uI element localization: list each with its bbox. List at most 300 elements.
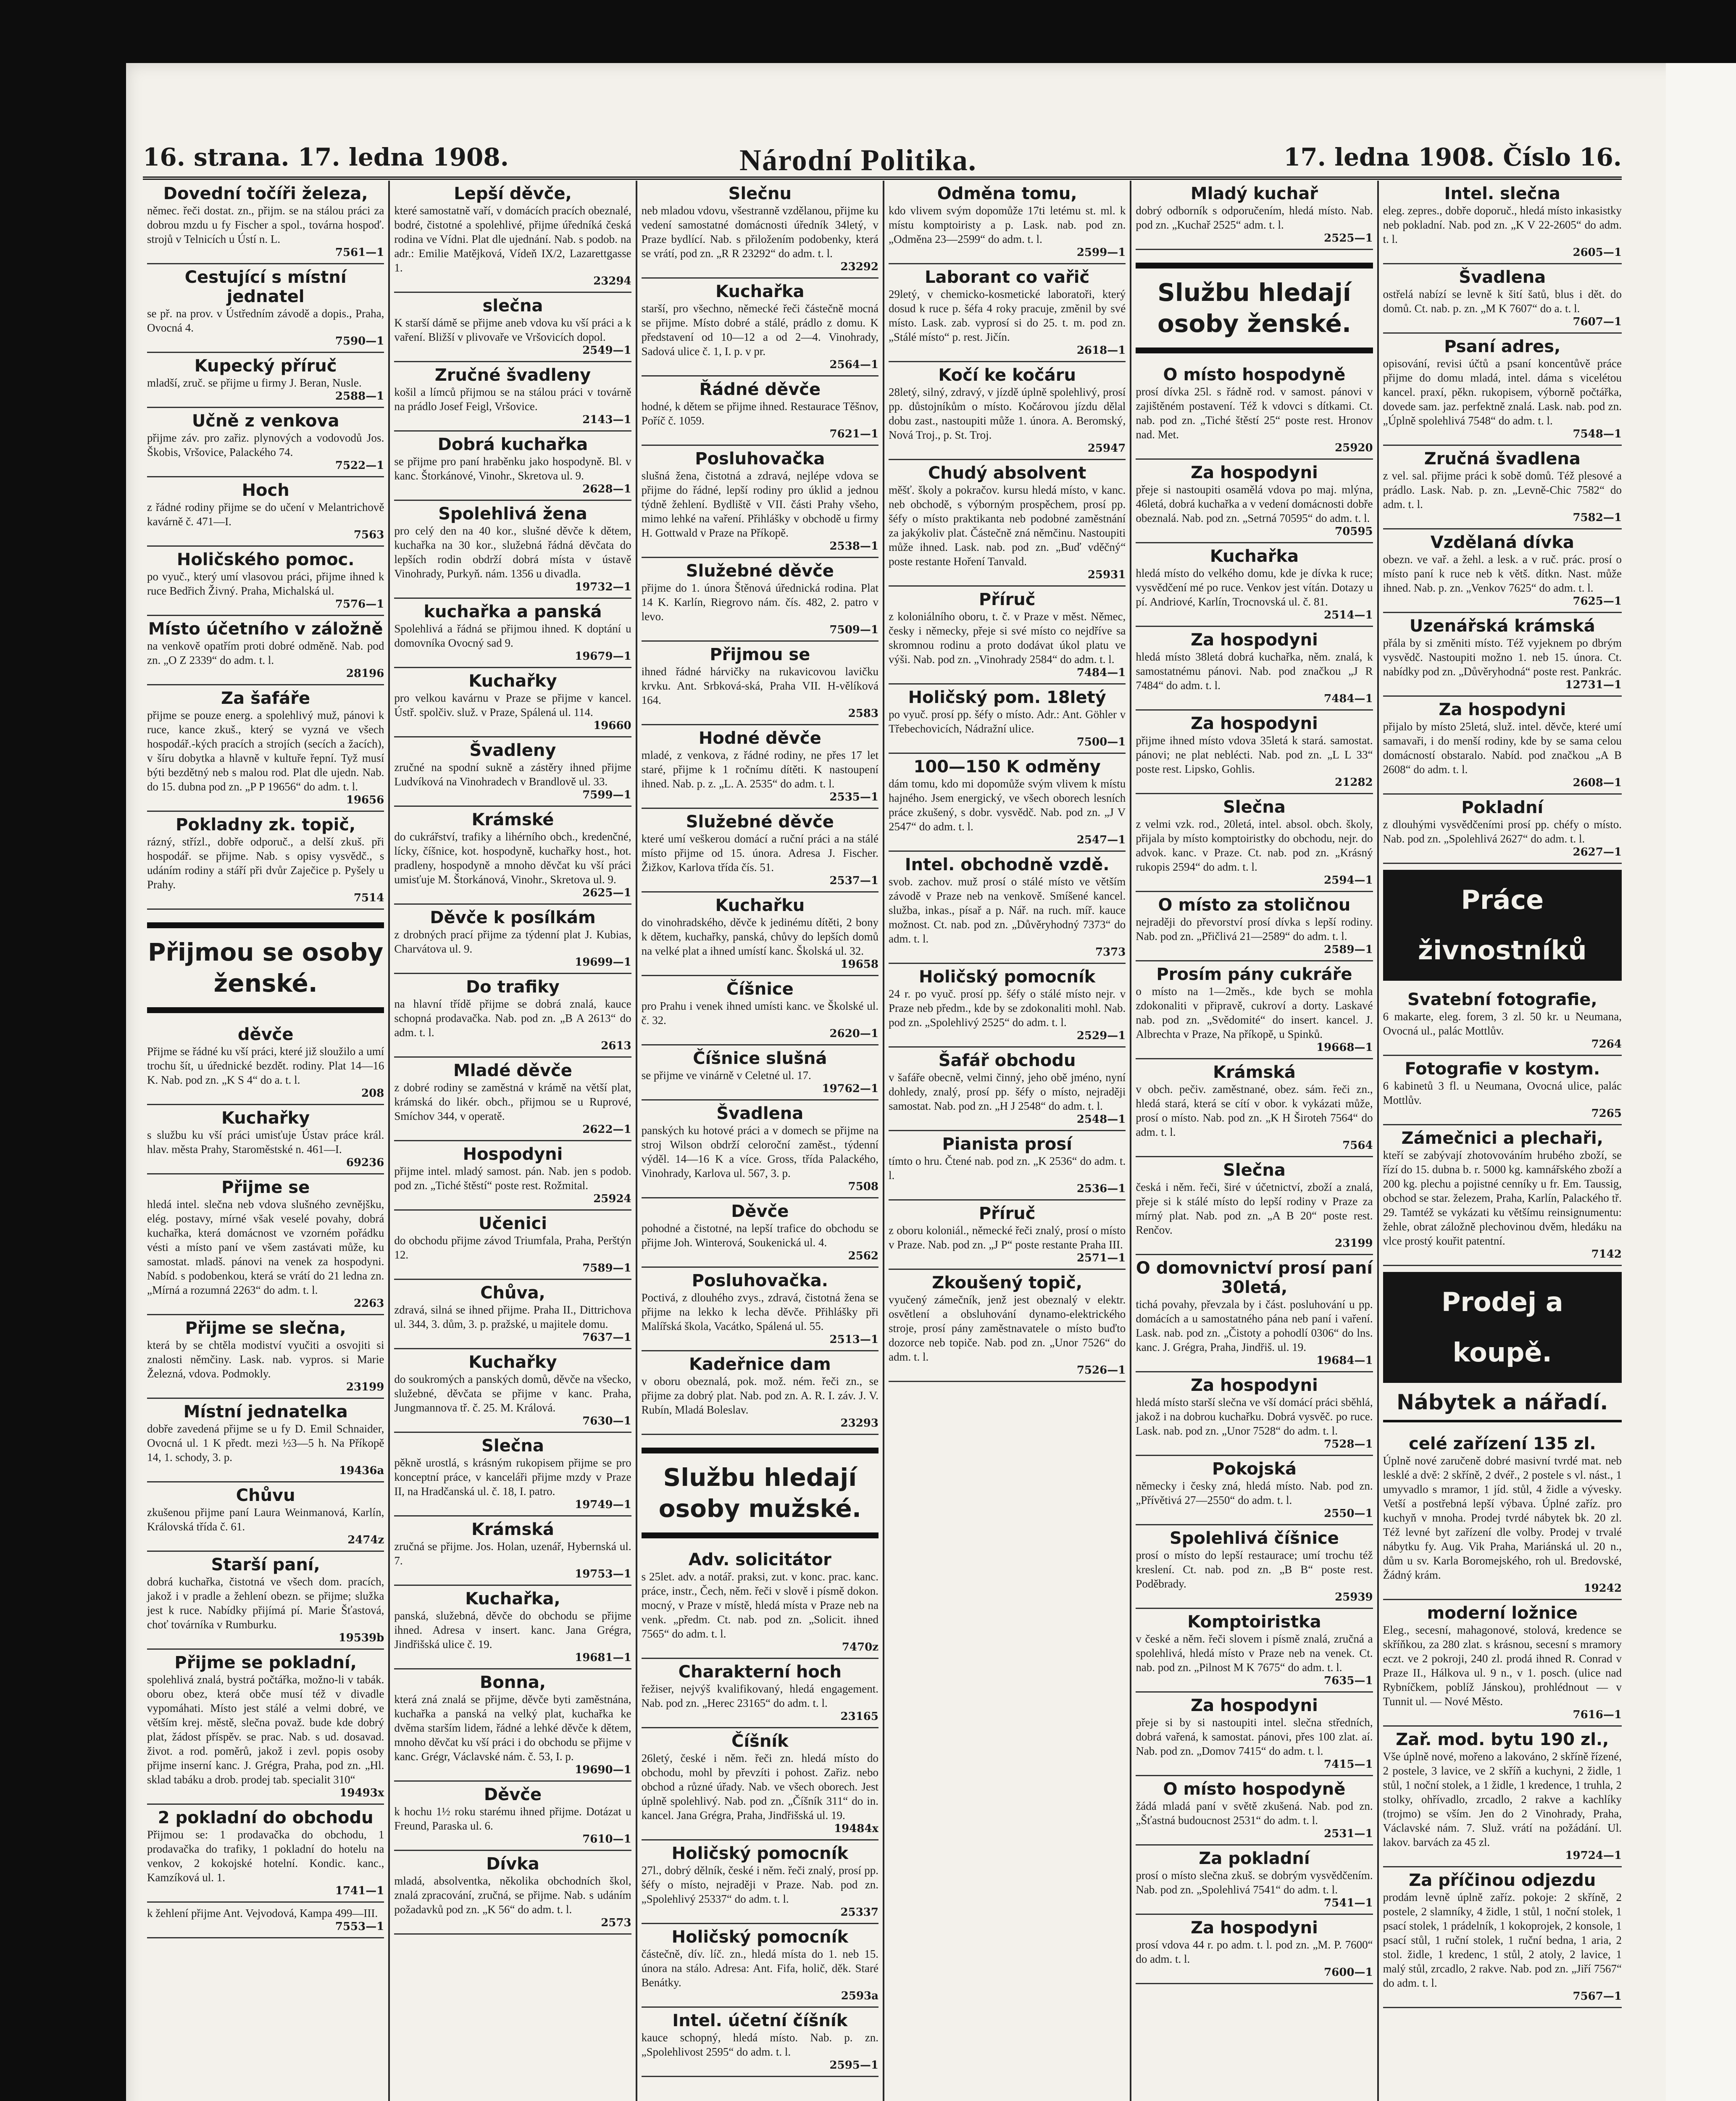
ad-reference-number: 25924	[593, 1193, 631, 1205]
ad-reference-number: 2595—1	[829, 2059, 879, 2072]
classified-ad	[394, 599, 631, 668]
ad-text: přeje si by si nastoupiti intel. slečna středních, dobrá vařená, k samostat. pánovi, přes 100 zlat. aí. Nab. pod zn. „Domov 7415“ do adm. t. l.	[1136, 1716, 1373, 1757]
ad-text: přijme do 1. února Štěnová úřednická rodina. Plat 14 K. Karlín, Riegrovo nám. čís. 482, 2. patro v levo.	[641, 582, 879, 623]
classified-ad	[394, 1517, 631, 1586]
ad-text: částečně, dív. líč. zn., hledá místa do 1. neb 15. února na stálo. Adresa: Ant. Fifa, holič, děk. Staré Benátky.	[641, 1948, 879, 1989]
ad-text: o místo na 1—2měs., kde bych se mohla zdokonaliti v připravě, cukroví a dorty. Laskavé nab. pod zn. „Svědomité“ do insert. kancel. J. Albrechta v Praze, Na příkopě, u Spinků.	[1136, 985, 1373, 1040]
ad-text: hledá místo 38letá dobrá kuchařka, něm. znalá, k samostatnému pánovi. Nab. pod značkou „J R 7484“ do adm. t. l.	[1136, 650, 1373, 692]
classified-ad	[642, 893, 879, 976]
ad-reference-number: 7553—1	[335, 1920, 384, 1933]
ad-text: hledá intel. slečna neb vdova slušného zevnějšku, elég. postavy, mírné však veselé povahy, dobrá kuchařka, která domácnost ve vzorném pořádku vésti a místo paní ve všem zastávati může, ku samostat. mladš. pánovi na venek za hospodyni. Nabíd. s podobenkou, která se vrátí do 21 ledna zn. „Mírná a rozumná 2263“ do adm. t. l.	[147, 1198, 384, 1296]
ad-text: Úplně nové zaručeně dobré masivní tvrdé mat. neb lesklé a dvě: 2 skříně, 2 dvéř., 2 postele s vl. nást., 1 umyvadlo s mramor, 1 jíd. stůl, 4 židle a vývesky. Vetší a postřebná lepší výbava. Úplné zaříz. pro kuchyň v mnoha. Prodej tvrdé nábytek bk. 20 zl. Též levné byt zařízení dle volby. Prodej v trvalé nábytku fy. Aug. Vik Praha, Mariánská ul. 20 n., dům u sv. Karla Boromejského, roh ul. Bredovské, Žádný krám.	[1383, 1454, 1622, 1581]
ad-reference-number: 21282	[1335, 776, 1373, 789]
classified-ad	[1136, 1059, 1373, 1157]
ad-text: z řádné rodiny přijme se do učení v Melantrichově kavárně č. 471—I.	[147, 501, 384, 528]
ad-reference-number: 2263	[353, 1297, 384, 1310]
ad-reference-number: 23199	[1335, 1237, 1373, 1250]
classified-ad	[1383, 1125, 1622, 1266]
ad-reference-number: 2625—1	[582, 887, 631, 899]
classified-ad	[889, 1201, 1126, 1270]
classified-ad	[1136, 1846, 1373, 1915]
classified-ad	[394, 362, 631, 432]
section-banner: Prodej a koupě.	[1386, 1274, 1619, 1380]
newspaper-title: Národní Politika.	[739, 143, 977, 177]
classified-ad	[642, 976, 879, 1045]
ad-text: na venkově opatřím proti dobré odměně. Nab. pod zn. „O Z 2339“ do adm. t. l.	[147, 640, 384, 666]
classified-ad	[394, 501, 631, 599]
ad-headline: Zkoušený topič,	[932, 1273, 1083, 1293]
ad-text: neb mladou vdovu, všestranně vzdělanou, přijme ku vedení samostatné domácnosti úředník 34letý, v Praze bydlící. Nab. s přiložením podobenky, která se vrátí, pod zn. „R R 23292“ do adm. t. l.	[641, 204, 879, 260]
ad-reference-number: 2608—1	[1573, 777, 1622, 789]
ad-headline: Posluhovačka	[695, 449, 825, 469]
classified-ad	[1136, 1255, 1373, 1372]
ad-text: tímto o hru. Čtené nab. pod zn. „K 2536“ do adm. t. l.	[888, 1155, 1126, 1182]
ad-text: pěkně urostlá, s krásným rukopisem přijme se pro konceptní práce, v kanceláři přijme mzdy v Praze II, na Hradčanská ul. č. 18, I. patro.	[394, 1456, 631, 1498]
ad-headline: O domovnictví prosí paní 30letá,	[1136, 1258, 1373, 1297]
ad-text: dám tomu, kdo mi dopomůže svým vlivem k místu hajného. Jsem energický, ve všech oborech lesních práce zkušený, s dobr. vysvědč. Nab. pod zn. „J V 2547“ do adm. t. l.	[888, 777, 1126, 833]
ad-headline: O místo za stoličnou	[1158, 895, 1351, 915]
ad-headline: Kuchařka	[1210, 547, 1299, 566]
ad-text: s službu ku vší práci umisťuje Ústav práce král. hlav. města Prahy, Staroměstské n. 461—I.	[147, 1129, 384, 1156]
ad-text: prodám levně úplně zaříz. pokoje: 2 skříně, 2 postele, 2 slamníky, 4 židle, 1 stůl, 1 noční stolek, 1 psací stolek, 1 prádelník, 1 kokoprojek, 2 konsole, 1 psací stůl, 1 ruční stolek, 1 ruční bedna, 1 aria, 2 stol. židle, 1 kredenc, 1 stůl, 2 atoly, 2 lavice, 1 malý stůl, zrcadlo, 2 rakve. Nab. pod zn. „Jiří 7567“ do adm. t. l.	[1383, 1891, 1622, 1989]
ad-text: v šafáře obecně, velmi činný, jeho obě jméno, nyní dohledy, znalý, prosí pp. šéfy o místo, nejraději samostat. Nab. pod zn. „H J 2548“ do adm. t. l.	[888, 1071, 1126, 1112]
ad-text: ihned řádné hárvičky na rukavicovou lavičku krvku. Ant. Srbková-ská, Praha VII. H-vělíková 164.	[641, 665, 879, 706]
classified-ad	[1136, 1609, 1373, 1693]
classified-ad	[1136, 460, 1373, 543]
ad-reference-number: 69236	[346, 1156, 384, 1169]
ad-headline: Za hospodyni	[1439, 700, 1566, 719]
ad-reference-number: 19660	[593, 719, 631, 732]
page-margin	[1666, 63, 1736, 2101]
ad-text: po vyuč. prosí pp. šéfy o místo. Adr.: Ant. Göhler v Třebechovicích, Nádražní ulice.	[888, 708, 1126, 735]
ad-headline: Přijme se pokladní,	[174, 1653, 357, 1672]
classified-ad	[1136, 1372, 1373, 1456]
classified-ad	[147, 547, 384, 616]
ad-headline: Šafář obchodu	[938, 1051, 1076, 1070]
ad-reference-number: 7610—1	[582, 1833, 631, 1846]
ad-headline: Děvče	[731, 1202, 789, 1221]
ad-text: prosí dívka 25l. s řádně rod. v samost. pánovi v zajištěném postavení. Též k vdovci s dítkami. Ct. nab. pod zn. „Tiché štěstí 25“ poste rest. Hronov nad. Met.	[1136, 385, 1373, 441]
classified-ad	[1136, 1157, 1373, 1255]
ad-text: z oboru koloniál., německé řeči znalý, prosí o místo v Praze. Nab. pod zn. „J P“ poste restante Praha III.	[888, 1224, 1126, 1251]
classified-ad	[394, 668, 631, 737]
ad-text: nejraději do převorství prosí dívka s lepší rodiny. Nab. pod zn. „Přičlivá 21—2589“ do adm. t. l.	[1136, 916, 1373, 943]
ad-reference-number: 7528—1	[1324, 1438, 1373, 1451]
classified-ad	[889, 1270, 1126, 1382]
classified-ad	[642, 1045, 879, 1101]
ad-text: měšť. školy a pokračov. kursu hledá místo, v kanc. neb obchodě, s výborným prospěchem, prosí pp. šéfy o místo praktikanta neb podobné zaměstnání za jakýkoliv plat. Částečně zná němčinu. Nastoupiti může ihned. Lask. nab. pod zn. „Buď vděčný“ poste restante Hoření Tanvald.	[888, 484, 1126, 568]
classified-ad	[147, 1174, 384, 1315]
classified-ad	[889, 460, 1126, 587]
ad-headline: Do trafiky	[466, 977, 560, 997]
column-5	[1131, 181, 1378, 2101]
ad-text: které samostatně vaří, v domácích pracích obeznalé, bodré, čistotné a spolehlivé, přijme úředníká česká rodina ve Vídni. Plat dle ujednání. Nab. s podob. na adr.: Emilie Matějková, Vídeň IX/2, Lazarettgasse 1.	[394, 204, 631, 274]
ad-text: do cukrářství, trafiky a lihérního obch., kredenčné, lícky, číšnice, kot. hospodyně, kuchařky host., hot. pradleny, hospodyně a mnoho děvčat ku vší práci umisťuje M. Štorkánová, Vinohr., Skretova ul. 9.	[394, 830, 631, 886]
ad-text: ostřelá nabízí se levně k šití šatů, blus i dět. do domů. Ct. nab. p. zn. „M K 7607“ do a. t. l.	[1383, 288, 1622, 315]
ad-headline: Charakterní hoch	[678, 1662, 842, 1682]
ad-headline: Slečna	[481, 1436, 544, 1456]
ad-text: se přijme pro paní hraběnku jako hospodyně. Bl. v kanc. Štorkánové, Vinohr., Skretova ul. 9.	[394, 455, 631, 482]
ad-reference-number: 2514—1	[1324, 609, 1373, 621]
classified-ad	[642, 446, 879, 558]
ad-headline: Zař. mod. bytu 190 zl.,	[1396, 1730, 1609, 1749]
ad-headline: Hospodyni	[463, 1145, 563, 1164]
ad-text: 29letý, v chemicko-kosmetické laboratoři, který dosud k ruce p. šéfa 4 roky pracuje, změnil by své místo. Lask. zab. vyprosí si do 25. t. m. pod zn. „Stálé místo“ p. rest. Jičín.	[888, 288, 1126, 343]
classified-ad	[889, 964, 1126, 1048]
ad-headline: Místo účetního v záložně	[148, 619, 383, 639]
ad-text: prosí o místo do lepší restaurace; umí trochu též kreslení. Ct. nab. pod zn. „B B“ poste rest. Poděbrady.	[1136, 1549, 1373, 1590]
ad-reference-number: 2474z	[347, 1534, 384, 1546]
ad-headline: Zručná švadlena	[1424, 449, 1581, 469]
ad-reference-number: 7635—1	[1324, 1674, 1373, 1687]
section-header: Přijmou se osoby ženské.	[147, 922, 384, 1013]
ad-headline: Za pokladní	[1199, 1849, 1310, 1868]
ad-reference-number: 23294	[593, 275, 631, 287]
classified-ad	[147, 1903, 384, 1938]
ad-reference-number: 2628—1	[582, 483, 631, 495]
ad-text: 6 kabinetů 3 fl. u Neumana, Ovocná ulice, palác Mottlův.	[1383, 1079, 1622, 1106]
ad-text: v obch. pečiv. zaměstnané, obez. sám. řeči zn., hledá stará, která se cítí v obor. k vykázati může, prosí o místo. Nab. pod zn. „K H Široteh 7564“ do adm. t. l.	[1136, 1083, 1373, 1138]
ad-headline: Učenici	[479, 1214, 547, 1233]
ad-text: pro Prahu i venek ihned umísti kanc. ve Školské ul. č. 32.	[641, 1000, 879, 1027]
ad-headline: celé zařízení 135 zl.	[1409, 1434, 1596, 1453]
ad-headline: O místo hospodyně	[1163, 1780, 1346, 1799]
ad-text: v oboru obeznalá, pok. mož. ném. řeči zn., se přijme za dobrý plat. Nab. pod zn. A. R. I. záv. J. V. Rubín, Mladá Boleslav.	[641, 1375, 879, 1416]
ad-headline: Mladý kuchař	[1190, 184, 1318, 203]
classified-ad	[1136, 711, 1373, 794]
ad-headline: Krámské	[471, 810, 554, 829]
column-2	[390, 181, 637, 2101]
classified-ad	[394, 293, 631, 362]
ad-headline: Dovední točíři železa,	[163, 184, 368, 203]
ad-text: z koloniálního oboru, t. č. v Praze v měst. Němec, česky i německy, přeje si své místo co nejdříve sa skromnou rodinu a proto dodávat úkol platu ve výši. Nab. pod zn. „Vinohrady 2584“ do adm. t. l.	[888, 610, 1126, 666]
ad-text: rázný, střízl., dobře odporuč., a delší zkuš. při hospodář. se přijme. Nab. s opisy vysvědč., s udáním rodiny a stáří při dvůr Zaječice p. Pyšely u Prahy.	[147, 835, 384, 891]
classified-ad	[394, 1433, 631, 1517]
classified-ad	[147, 1399, 384, 1482]
classified-ad	[394, 1669, 631, 1782]
ad-reference-number: 2143—1	[582, 413, 631, 426]
classified-ad	[1136, 181, 1373, 250]
ad-headline: Přijme se slečna,	[185, 1319, 346, 1338]
classified-ad	[889, 754, 1126, 852]
ad-text: spolehlivá znalá, bystrá počtářka, možno-li v tabák. oboru obez, která obče musí též v divadle vypomáhati. Místo jest stálé a velmi dobré, ve větším krej. městě, slečna považ. bude kde dobrý plat, žádost příspěv. se prac. Nab. s ud. dosavad. život. a rod. poměrů, jakož i zevl. popis osoby přijme inserní kanc. J. Grégra, Praha, pod zn. „Hl. sklad tabáku a drob. prodej tab. specialit 310“	[147, 1673, 384, 1786]
ad-headline: Služebné děvče	[686, 561, 834, 581]
ad-reference-number: 1741—1	[335, 1885, 384, 1897]
ad-text: mladé, z venkova, z řádné rodiny, ne přes 17 let staré, přijme k 1 ročnímu dítěti. K nastoupení ihned. Nab. p. z. „L. A. 2535“ do adm. t. l.	[641, 749, 879, 790]
ad-headline: Holičský pomocník	[671, 1927, 848, 1947]
ad-headline: Za hospodyni	[1191, 1918, 1318, 1938]
ad-text: hodné, k dětem se přijme ihned. Restaurace Těšnov, Poříč č. 1059.	[641, 400, 879, 427]
classified-ad	[1383, 795, 1622, 864]
ad-text: košil a límců přijmou se na stálou práci v továrně na prádlo Josef Feigl, Vršovice.	[394, 386, 631, 413]
classified-ad	[394, 181, 631, 293]
ad-text: pro celý den na 40 kor., slušné děvče k dětem, kuchařka na 30 kor., služebná řádná děvčata do lepších rodin obdrží dobrá místa v ústavě Vinohrady, Purkyň. nám. 1356 u divadla.	[394, 524, 631, 580]
ad-text: k žehlení přijme Ant. Vejvodová, Kampa 499—III.	[147, 1907, 378, 1919]
ad-reference-number: 7599—1	[582, 789, 631, 801]
ad-headline: Učně z venkova	[192, 411, 339, 431]
ad-headline: Švadlena	[1459, 268, 1546, 287]
ad-text: hledá místo do velkého domu, kde je dívka k ruce; vysvědčení mé po ruce. Venkov jest vítán. Dotazy u pí. Andriové, Karlín, Trocnovská ul. č. 81.	[1136, 567, 1373, 608]
ad-headline: Zručné švadleny	[434, 366, 591, 385]
classified-ad	[889, 362, 1126, 460]
classified-ad	[1383, 1727, 1622, 1867]
ad-headline: Spolehlivá žena	[438, 504, 587, 524]
ad-text: pro velkou kavárnu v Praze se přijme v kancel. Ústř. spolčiv. služ. v Praze, Spálená ul. 114.	[394, 692, 631, 719]
column-3	[637, 181, 884, 2101]
ad-text: prosí vdova 44 r. po adm. t. l. pod zn. „M. P. 7600“ do adm. t. l.	[1136, 1938, 1373, 1965]
ad-text: 26letý, české i něm. řeči zn. hledá místo do obchodu, mohl by převzíti i pohost. Zařiz. nebo obchod a různé úřady. Nab. ve všech oborech. Jest úplně spolehlivý. Nab. pod zn. „Číšník 311“ do in. kancel. Jana Grégra, Praha, Jindřišská ul. 19.	[641, 1752, 879, 1822]
ad-reference-number: 2594—1	[1324, 874, 1373, 887]
classified-ad	[1136, 961, 1373, 1059]
classified-ad	[642, 1840, 879, 1924]
ad-headline: Příruč	[978, 590, 1036, 609]
classified-ad	[1136, 1776, 1373, 1846]
classified-ad	[394, 1141, 631, 1211]
ad-text: k hochu 1½ roku starému ihned přijme. Dotázat u Freund, Paraska ul. 6.	[394, 1805, 631, 1832]
ad-headline: Adv. solicitátor	[688, 1550, 831, 1569]
ad-headline: 100—150 K odměny	[913, 757, 1101, 777]
ad-headline: Kuchařku	[715, 896, 805, 915]
column-4	[884, 181, 1131, 2101]
ad-text: přijalo by místo 25letá, služ. intel. děvče, které umí samavaři, i do menší rodiny, kde by se sama celou domácností obstaralo. Nabíd. pod značkou „A B 2608“ do adm. t. l.	[1383, 720, 1622, 776]
ad-headline: Za hospodyni	[1191, 714, 1318, 733]
ad-reference-number: 19656	[346, 794, 384, 806]
classified-ad	[1383, 334, 1622, 446]
ad-headline: Holičský pomocník	[671, 1844, 848, 1863]
classified-ad	[394, 737, 631, 807]
ad-reference-number: 19724—1	[1565, 1849, 1622, 1862]
ad-headline: Krámská	[471, 1520, 554, 1539]
classified-ad	[889, 1131, 1126, 1201]
issue-date-number: 17. ledna 1908. Číslo 16.	[1283, 143, 1622, 171]
classified-ad	[1136, 892, 1373, 961]
ad-text: dobrá kuchařka, čistotná ve všech dom. pracích, jakož i v pradle a žehlení obezn. se přijme; služka jest k ruce. Nabídky přijímá pí. Marie Šťastová, choť továrníka v Rumburku.	[147, 1575, 384, 1631]
ad-reference-number: 19749—1	[575, 1498, 631, 1511]
classified-ad	[1136, 543, 1373, 627]
classified-ad	[642, 1198, 879, 1268]
ad-headline: Fotografie v kostym.	[1405, 1059, 1600, 1079]
ad-reference-number: 19668—1	[1316, 1041, 1373, 1054]
ad-headline: děvče	[237, 1025, 294, 1044]
ad-text: řežiser, nejvýš kvalifikovaný, hledá engagement. Nab. pod zn. „Herec 23165“ do adm. t. l.	[641, 1682, 879, 1709]
ad-headline: Hoch	[242, 481, 289, 500]
ad-text: eleg. zepres., dobře doporuč., hledá místo inkasistky neb pokladní. Nab. pod zn. „K V 22-2605“ do adm. t. l.	[1383, 204, 1622, 245]
ad-reference-number: 7607—1	[1573, 316, 1622, 328]
ad-reference-number: 7564	[1342, 1139, 1373, 1152]
ad-reference-number: 2547—1	[1076, 834, 1126, 846]
ad-headline: Místní jednatelka	[183, 1402, 348, 1422]
ad-headline: Švadleny	[469, 741, 556, 760]
ad-headline: Kuchařky	[468, 1353, 557, 1372]
classified-ad	[1383, 613, 1622, 697]
classified-ad	[147, 408, 384, 477]
ad-reference-number: 19681—1	[575, 1651, 631, 1664]
ad-reference-number: 7625—1	[1573, 595, 1622, 608]
classified-ad	[394, 1211, 631, 1280]
ad-headline: Starší paní,	[211, 1555, 320, 1574]
ad-text: kteří se zabývají zhotovováním hrubého zboží, se řízí do 15. dubna b. r. 5000 kg. kamnářského zboží a 200 kg. plechu a pojistné cenníky u fr. Em. Taussig, obchod se star. železem, Praha, Karlín, Palackého tř. 29. Tamtéž se vykázati ku většímu reinsignumentu: žehle, obrat záložně plechovinou dvěm, hledáku na vlce prostý kouřit patentní.	[1383, 1149, 1622, 1247]
ad-headline: Za šafáře	[221, 689, 310, 708]
ad-headline: Chůva,	[480, 1283, 545, 1303]
ad-headline: Služebné děvče	[686, 812, 834, 832]
ad-text: německy i česky zná, hledá místo. Nab. pod zn. „Přívětivá 27—2550“ do adm. t. l.	[1136, 1480, 1373, 1506]
classified-ad	[642, 1728, 879, 1840]
ad-reference-number: 2620—1	[829, 1027, 879, 1040]
ad-reference-number: 208	[361, 1087, 384, 1100]
ad-reference-number: 2618—1	[1076, 344, 1126, 357]
ad-headline: Číšník	[731, 1732, 789, 1751]
page-number-date: 16. strana. 17. ledna 1908.	[143, 143, 509, 171]
classified-ad	[394, 1280, 631, 1349]
ad-text: z dobré rodiny se zaměstná v krámě na větší plat, krámská do likér. obch., přijmou se u Ruprové, Smíchov 344, v operatě.	[394, 1081, 631, 1122]
ad-reference-number: 2535—1	[829, 791, 879, 803]
ad-reference-number: 25939	[1335, 1591, 1373, 1603]
ad-headline: Hodné děvče	[698, 729, 821, 748]
ad-text: dobře zavedená přijme se u fy D. Emil Schnaider, Ovocná ul. 1 K předt. mezi ½3—5 h. Na Příkopě 14, 1. schody, 3. p.	[147, 1422, 384, 1464]
ad-headline: Holičský pomocník	[919, 967, 1096, 987]
ad-text: Přijmou se: 1 prodavačka do obchodu, 1 prodavačka do trafiky, 1 pokladní do hotelu na venkov, 2 kokojské hotelní. Kondic. kanc., Kamzíková ul. 1.	[147, 1828, 384, 1884]
classified-ad	[1383, 987, 1622, 1056]
classified-ad	[1136, 627, 1373, 711]
column-1	[143, 181, 390, 2101]
ad-text: přijme intel. mladý samost. pán. Nab. jen s podob. pod zn. „Tiché štěstí“ poste rest. Rožmital.	[394, 1165, 631, 1192]
ad-reference-number: 2599—1	[1076, 246, 1126, 259]
classified-ad	[642, 1659, 879, 1728]
ad-reference-number: 2573	[601, 1917, 631, 1929]
ad-text: Spolehlivá a řádná se přijmou ihned. K doptání u domovníka Ovocný sad 9.	[394, 622, 631, 649]
classified-ad	[394, 1782, 631, 1851]
ad-text: obezn. ve vař. a žehl. a lesk. a v ruč. prác. prosí o místo paní k ruce neb k větš. dítkn. Nast. může ihned. Nab. p. zn. „Venkov 7625“ do adm. t. l.	[1383, 553, 1622, 594]
ad-headline: Řádné děvče	[699, 380, 821, 399]
ad-headline: Spolehlivá číšnice	[1170, 1529, 1339, 1548]
ad-headline: Pokladní	[1461, 798, 1544, 817]
ad-reference-number: 19762—1	[822, 1082, 879, 1095]
classified-ad	[1383, 264, 1622, 334]
ad-text: vyučený zámečník, jenž jest obeznalý v elektr. osvětlení a obsluhování dynamo-elektrického stroje, prosí pány zaměstnavatele o místo buďto dozorce neb topiče. Nab. pod zn. „Unor 7526“ do adm. t. l.	[888, 1293, 1126, 1363]
ad-headline: Svatební fotografie,	[1407, 990, 1597, 1009]
section-header: Službu hledají osoby mužské.	[642, 1448, 879, 1538]
ad-reference-number: 2549—1	[582, 344, 631, 357]
ad-headline: Kočí ke kočáru	[938, 366, 1076, 385]
ad-reference-number: 7264	[1591, 1038, 1622, 1050]
ad-reference-number: 25931	[1087, 569, 1126, 581]
ad-reference-number: 7563	[353, 529, 384, 541]
ad-reference-number: 2589—1	[1324, 943, 1373, 956]
ad-reference-number: 23165	[840, 1710, 879, 1723]
ad-headline: moderní ložnice	[1427, 1603, 1578, 1623]
ad-text: mladší, zruč. se přijme u firmy J. Beran, Nusle.	[147, 376, 362, 389]
ad-reference-number: 2537—1	[829, 874, 879, 887]
ad-text: přála by si změniti místo. Též vyjeknem po dbrým vysvědč. Nastoupiti možno 1. neb 15. února. Ct. nabídky pod zn. „Důvěryhodná“ poste rest. Pankrác.	[1383, 637, 1622, 678]
column-6	[1379, 181, 1626, 2101]
ad-reference-number: 2627—1	[1573, 846, 1622, 858]
ad-reference-number: 2513—1	[829, 1333, 879, 1346]
ad-text: kdo vlivem svým dopomůže 17ti letému st. ml. k místu komptoiristy a p. Lask. nab. pod zn. „Odměna 23—2599“ do adm. t. l.	[888, 204, 1126, 245]
ad-reference-number: 2525—1	[1324, 232, 1373, 245]
ad-reference-number: 2538—1	[829, 540, 879, 553]
ad-text: zkušenou přijme paní Laura Weinmanová, Karlín, Královská třída č. 61.	[147, 1506, 384, 1533]
ad-reference-number: 19732—1	[575, 581, 631, 593]
classified-ad	[642, 181, 879, 279]
ad-headline: Komptoiristka	[1187, 1612, 1321, 1632]
classified-ad	[1136, 1915, 1373, 1984]
ad-text: přijme se pouze energ. a spolehlivý muž, pánovi k ruce, kance zkuš., který se vyzná ve všech hospodář.-kých pracích a strojích (secích a žacích), v šíru dobytka a hlavně v kultuře řepní. Tyž musí býti bezdětný neb s malou rod. Plat dle ujedn. Nab. do 15. dubna pod zn. „P P 19656“ do adm. t. l.	[147, 709, 384, 793]
classified-ad	[147, 181, 384, 264]
classified-ad	[147, 685, 384, 812]
ad-headline: Příruč	[978, 1204, 1036, 1223]
ad-reference-number: 7590—1	[335, 335, 384, 348]
ad-reference-number: 19679—1	[575, 650, 631, 663]
classified-ad	[889, 587, 1126, 685]
ad-reference-number: 7589—1	[582, 1262, 631, 1274]
ad-reference-number: 7526—1	[1076, 1364, 1126, 1377]
ad-text: Vše úplně nové, mořeno a lakováno, 2 skříně řízené, 2 postele, 3 lavice, ve 2 skříň a kuchyni, 2 židle, 1 stůl, 1 noční stolek, a 1 židle, 1 kredence, 1 truhla, 2 stolky, ohřívadlo, zrcadlo, 2 rakve a kachlíky (trojmo) se vším. Jen do 2 Vinohrady, Praha, Václavské nám. 7. Služ. vrátí na požádání. Ul. lakov. barvách za 45 zl.	[1383, 1750, 1622, 1848]
ad-text: panská, služebná, děvče do obchodu se přijme ihned. Adresa v insert. kanc. Jana Grégra, Jindřišská ulice č. 19.	[394, 1609, 631, 1651]
ad-headline: Uzenářská krámská	[1409, 616, 1595, 636]
ad-headline: 2 pokladní do obchodu	[158, 1808, 374, 1827]
classified-ad	[642, 1924, 879, 2008]
ad-columns	[143, 181, 1626, 2101]
ad-headline: Intel. účetní číšník	[672, 2011, 848, 2030]
classified-ad	[147, 1022, 384, 1105]
ad-reference-number: 19242	[1583, 1582, 1622, 1595]
ad-headline: Mladé děvče	[453, 1061, 572, 1080]
ad-headline: Odměna tomu,	[937, 184, 1077, 203]
ad-reference-number: 12731—1	[1565, 679, 1622, 691]
ad-headline: Za hospodyni	[1191, 630, 1318, 650]
ad-headline: Děvče k posílkám	[430, 908, 596, 927]
ad-headline: Cestující s místní jednatel	[184, 268, 347, 306]
ad-headline: Intel. obchodně vzdě.	[905, 855, 1110, 874]
ad-reference-number: 7616—1	[1573, 1709, 1622, 1721]
classified-ad	[147, 353, 384, 408]
ad-reference-number: 7415—1	[1324, 1758, 1373, 1771]
ad-headline: Zámečnici a plechaři,	[1401, 1129, 1603, 1148]
ad-headline: Pianista prosí	[942, 1135, 1072, 1154]
ad-headline: O místo hospodyně	[1163, 365, 1346, 384]
ad-reference-number: 2562	[848, 1250, 879, 1262]
ad-reference-number: 2564—1	[829, 358, 879, 371]
classified-ad	[394, 807, 631, 905]
ad-headline: Kuchařka	[715, 282, 805, 301]
ad-text: česká i něm. řeči, širé v účetnictví, zboží a znalá, přeje si k stálé místo do lepší rodiny v Praze za mírný plat. Nab. pod zn. „A B 20“ poste rest. Renčov.	[1136, 1181, 1373, 1236]
ad-text: zdravá, silná se ihned přijme. Praha II., Dittrichova ul. 344, 3. dům, 3. p. pražské, u majitele domu.	[394, 1303, 631, 1330]
classified-ad	[642, 279, 879, 376]
classified-ad	[1136, 362, 1373, 460]
ad-headline: Slečna	[1223, 798, 1286, 817]
ad-text: zručná se přijme. Jos. Holan, uzenář, Hybernská ul. 7.	[394, 1540, 631, 1567]
ad-text: která zná znalá se přijme, děvče byti zaměstnána, kuchařka a panská na velký plat, kuchařka ke dvěma starším lidem, řádné a lehké děvče k dětem, mnoho děvčat ku vší práci i do obchodu se přijme v kanc. Grégr, Václavské nám. č. 53, I. p.	[394, 1693, 631, 1763]
ad-headline: Laborant co vařič	[925, 268, 1090, 287]
ad-reference-number: 7630—1	[582, 1415, 631, 1427]
classified-ad	[147, 812, 384, 910]
section-header: Službu hledají osoby ženské.	[1136, 263, 1373, 353]
classified-ad	[642, 809, 879, 893]
ad-headline: Slečnu	[728, 184, 792, 203]
ad-headline: Intel. slečna	[1444, 184, 1560, 203]
page-header	[143, 139, 1622, 180]
ad-text: v české a něm. řeči slovem i písmě znalá, zručná a spolehlivá, hledá místo v Praze neb na venek. Ct. nab. pod zn. „Pilnost M K 7675“ do adm. t. l.	[1136, 1632, 1373, 1674]
classified-ad	[1136, 794, 1373, 892]
ad-headline: Dívka	[486, 1854, 539, 1874]
ad-reference-number: 7142	[1591, 1248, 1622, 1261]
ad-reference-number: 7500—1	[1076, 736, 1126, 748]
ad-reference-number: 7373	[1095, 946, 1126, 958]
classified-ad	[889, 1048, 1126, 1131]
ad-headline: Číšnice	[726, 979, 794, 999]
ad-text: K starší dámě se přijme aneb vdova ku vší práci a k vaření. Bližší v plivovaře ve Vršovicích dopol.	[394, 316, 631, 343]
ad-headline: Za hospodyni	[1191, 463, 1318, 482]
